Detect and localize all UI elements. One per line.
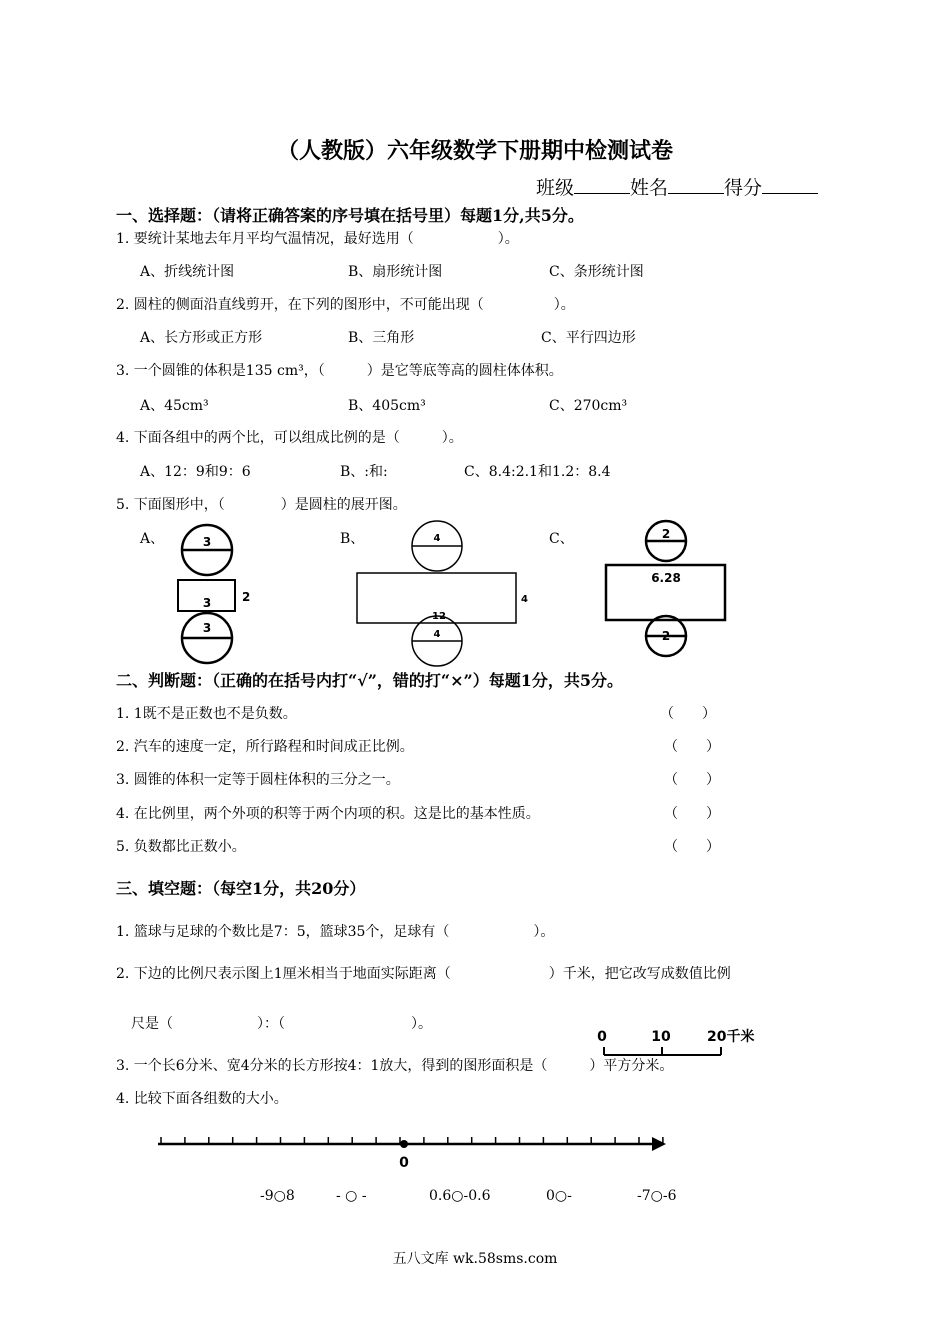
section-2-heading: 二、判断题：（正确的在括号内打“√”，错的打“×”）每题1分，共5分。 (116, 671, 624, 690)
s2-item-2: 2. 汽车的速度一定，所行路程和时间成正比例。 (116, 739, 414, 755)
net-figure-b (350, 518, 540, 668)
s2-answer-4[interactable]: （ ） (664, 806, 720, 822)
score-label: 得分 (724, 177, 763, 199)
section-1-heading: 一、选择题：（请将正确答案的序号填在括号里）每题1分,共5分。 (116, 206, 584, 225)
s1-q3: 3. 一个圆锥的体积是135 cm³，（ ）是它等底等高的圆柱体体积。 (116, 363, 563, 379)
s2-answer-1[interactable]: （ ） (660, 706, 716, 722)
net-a-rect-label: 3 (202, 596, 212, 610)
net-c-rect-label: 6.28 (651, 571, 681, 585)
score-blank[interactable] (762, 175, 818, 194)
net-b-rect-label: 12 (432, 611, 446, 622)
s1-q4: 4. 下面各组中的两个比，可以组成比例的是（ ）。 (116, 430, 463, 446)
compare-1: -9○8 (260, 1188, 295, 1204)
s3-q3: 3. 一个长6分米、宽4分米的长方形按4：1放大，得到的图形面积是（ ）平方分米。 (116, 1058, 674, 1074)
compare-3: 0.6○-0.6 (429, 1188, 491, 1204)
net-a-top-label: 3 (202, 535, 212, 549)
s3-q2-line1: 2. 下边的比例尺表示图上1厘米相当于地面实际距离（ ）千米，把它改写成数值比例 (116, 966, 731, 982)
s1-q5-option-b: B、 (340, 531, 365, 547)
class-blank[interactable] (574, 175, 630, 194)
section-3-heading: 三、填空题：（每空1分，共20分） (116, 879, 366, 898)
s1-q5: 5. 下面图形中，（ ）是圆柱的展开图。 (116, 497, 407, 513)
s3-q4: 4. 比较下面各组数的大小。 (116, 1091, 288, 1107)
scale-tick-20: 20千米 (707, 1029, 755, 1045)
net-b-top-label: 4 (433, 533, 441, 544)
s1-q2-option-a: A、长方形或正方形 (140, 330, 263, 346)
number-line-origin-dot (400, 1140, 408, 1148)
s1-q1-option-b: B、扇形统计图 (348, 264, 443, 280)
s1-q4-option-a: A、12：9和9：6 (140, 464, 251, 480)
s1-q3-option-b: B、405cm³ (348, 398, 426, 414)
net-a-bottom-label: 3 (202, 621, 212, 635)
compare-5: -7○-6 (637, 1188, 677, 1204)
scale-tick-0: 0 (597, 1029, 607, 1045)
compare-2: - ○ - (336, 1188, 367, 1204)
s1-q1-option-c: C、条形统计图 (549, 264, 644, 280)
s1-q1-option-a: A、折线统计图 (140, 264, 235, 280)
s1-q2-option-b: B、三角形 (348, 330, 415, 346)
s2-item-3: 3. 圆锥的体积一定等于圆柱体积的三分之一。 (116, 772, 400, 788)
net-b-bottom-label: 4 (433, 629, 441, 640)
s3-q2-line2: 尺是（ ）：（ ）。 (131, 1016, 432, 1032)
compare-4: 0○- (546, 1188, 572, 1204)
number-line (150, 1130, 680, 1175)
net-b-side-label: 4 (521, 594, 528, 605)
net-figure-a (170, 522, 260, 667)
s2-answer-2[interactable]: （ ） (664, 739, 720, 755)
number-line-arrow (652, 1137, 666, 1151)
s1-q4-option-b: B、:和: (340, 464, 388, 480)
footer-watermark: 五八文库 wk.58sms.com (392, 1251, 558, 1267)
s1-q3-option-c: C、270cm³ (549, 398, 628, 414)
s2-answer-3[interactable]: （ ） (664, 772, 720, 788)
s1-q5-option-a: A、 (140, 531, 165, 547)
scale-tick-10: 10 (651, 1029, 671, 1045)
s1-q2-option-c: C、平行四边形 (541, 330, 636, 346)
student-info (536, 173, 818, 200)
net-a-side-label: 2 (242, 590, 251, 604)
number-line-zero-label: 0 (399, 1155, 409, 1171)
s1-q3-option-a: A、45cm³ (140, 398, 209, 414)
net-c-top-label: 2 (661, 527, 671, 541)
s1-q2: 2. 圆柱的侧面沿直线剪开，在下列的图形中，不可能出现（ ）。 (116, 297, 575, 313)
name-label: 姓名 (630, 177, 669, 199)
net-c-bottom-label: 2 (661, 629, 671, 643)
class-label: 班级 (536, 177, 575, 199)
net-figure-c (600, 516, 735, 666)
name-blank[interactable] (668, 175, 724, 194)
s3-q1: 1. 篮球与足球的个数比是7：5，篮球35个，足球有（ ）。 (116, 924, 555, 940)
s1-q5-option-c: C、 (549, 531, 574, 547)
s1-q1: 1. 要统计某地去年月平均气温情况，最好选用（ ）。 (116, 231, 519, 247)
scale-bar (590, 1024, 770, 1058)
s2-item-5: 5. 负数都比正数小。 (116, 839, 246, 855)
s2-answer-5[interactable]: （ ） (664, 839, 720, 855)
s2-item-4: 4. 在比例里，两个外项的积等于两个内项的积。这是比的基本性质。 (116, 806, 540, 822)
page-title: （人教版）六年级数学下册期中检测试卷 (276, 138, 673, 164)
s2-item-1: 1. 1既不是正数也不是负数。 (116, 706, 297, 722)
s1-q4-option-c: C、8.4:2.1和1.2：8.4 (464, 464, 611, 480)
